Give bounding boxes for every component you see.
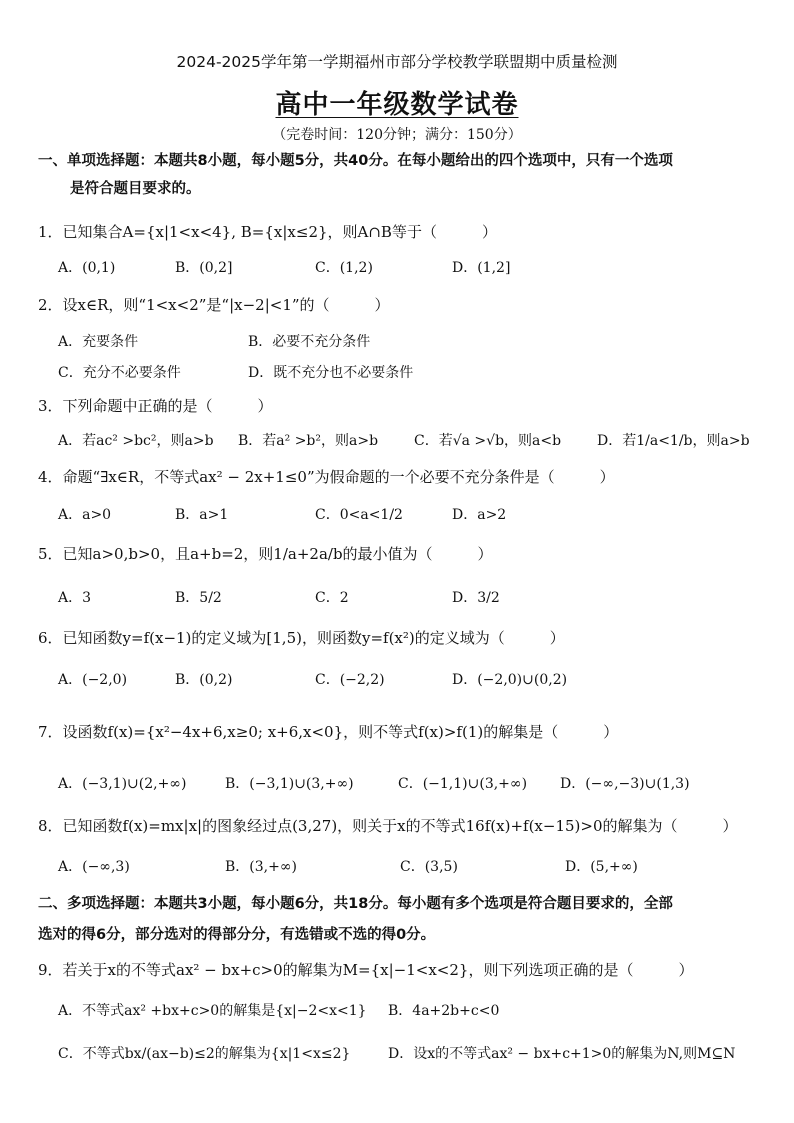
section1-heading-cont: 是符合题目要求的。 [70,181,201,197]
q5-option-c[interactable]: C．2 [315,590,349,606]
q4-option-a[interactable]: A．a>0 [58,507,112,523]
question-6-stem: 6．已知函数y=f(x−1)的定义域为[1,5)，则函数y=f(x²)的定义域为（ ） [38,629,565,647]
q8-option-d[interactable]: D．(5,+∞) [565,859,638,875]
exam-info: （完卷时间：120分钟；满分：150分） [272,127,522,143]
q6-option-a[interactable]: A．(−2,0) [58,672,128,688]
q7-option-a[interactable]: A．(−3,1)∪(2,+∞) [58,776,187,792]
q9-option-a[interactable]: A．不等式ax² +bx+c>0的解集是{x|−2<x<1} [58,1003,367,1019]
question-8-stem: 8．已知函数f(x)=mx|x|的图象经过点(3,27)，则关于x的不等式16f(x)+f(x−15)>0的解集为（ ） [38,817,738,835]
q1-option-c[interactable]: C．(1,2) [315,260,373,276]
q7-option-b[interactable]: B．(−3,1)∪(3,+∞) [225,776,354,792]
q4-option-b[interactable]: B．a>1 [175,507,229,523]
q8-option-b[interactable]: B．(3,+∞) [225,859,297,875]
question-7-stem: 7．设函数f(x)={x²−4x+6,x≥0; x+6,x<0}，则不等式f(x)>f(1)的解集是（ ） [38,723,619,741]
question-5-stem: 5．已知a>0,b>0，且a+b=2，则1/a+2a/b的最小值为（ ） [38,545,493,563]
q5-option-a[interactable]: A．3 [58,590,92,606]
q3-option-d[interactable]: D．若1/a<1/b，则a>b [597,433,750,449]
q3-option-c[interactable]: C．若√a >√b，则a<b [414,433,562,449]
q4-option-c[interactable]: C．0<a<1/2 [315,507,403,523]
q7-option-c[interactable]: C．(−1,1)∪(3,+∞) [398,776,528,792]
question-2-stem: 2．设x∈R，则“1<x<2”是“|x−2|<1”的（ ） [38,296,390,314]
question-3-stem: 3．下列命题中正确的是（ ） [38,397,273,415]
q1-option-a[interactable]: A．(0,1) [58,260,116,276]
q1-option-d[interactable]: D．(1,2] [452,260,511,276]
q5-option-b[interactable]: B．5/2 [175,590,222,606]
section2-heading-cont: 选对的得6分，部分选对的得部分分，有选错或不选的得0分。 [38,927,436,943]
q8-option-c[interactable]: C．(3,5) [400,859,458,875]
q6-option-b[interactable]: B．(0,2) [175,672,233,688]
q6-option-c[interactable]: C．(−2,2) [315,672,385,688]
question-4-stem: 4．命题“∃x∈R，不等式ax² − 2x+1≤0”为假命题的一个必要不充分条件是（ ） [38,468,615,486]
q2-option-b[interactable]: B．必要不充分条件 [248,334,371,350]
section1-heading: 一、单项选择题：本题共8小题，每小题5分，共40分。在每小题给出的四个选项中，只有一个选项 [38,153,673,169]
q2-option-a[interactable]: A．充要条件 [58,334,139,350]
section2-heading: 二、多项选择题：本题共3小题，每小题6分，共18分。每小题有多个选项是符合题目要求的，全部 [38,896,673,912]
q2-option-d[interactable]: D．既不充分也不必要条件 [248,365,414,381]
q7-option-d[interactable]: D．(−∞,−3)∪(1,3) [560,776,690,792]
exam-title-text: 高中一年级数学试卷 [275,90,519,120]
q9-option-b[interactable]: B．4a+2b+c<0 [388,1003,500,1019]
question-1-stem: 1．已知集合A={x|1<x<4}, B={x|x≤2}，则A∩B等于（ ） [38,223,497,241]
q3-option-a[interactable]: A．若ac² >bc²，则a>b [58,433,214,449]
exam-title [0,84,794,121]
q9-option-d[interactable]: D．设x的不等式ax² − bx+c+1>0的解集为N,则M⊆N [388,1046,736,1062]
q4-option-d[interactable]: D．a>2 [452,507,507,523]
q6-option-d[interactable]: D．(−2,0)∪(0,2) [452,672,568,688]
q9-option-c[interactable]: C．不等式bx/(ax−b)≤2的解集为{x|1<x≤2} [58,1046,351,1062]
q1-option-b[interactable]: B．(0,2] [175,260,233,276]
exam-header-line: 2024-2025学年第一学期福州市部分学校教学联盟期中质量检测 [176,53,618,71]
q2-option-c[interactable]: C．充分不必要条件 [58,365,181,381]
question-9-stem: 9．若关于x的不等式ax² − bx+c>0的解集为M={x|−1<x<2}，则下列选项正确的是（ ） [38,961,694,979]
q3-option-b[interactable]: B．若a² >b²，则a>b [238,433,379,449]
q8-option-a[interactable]: A．(−∞,3) [58,859,130,875]
q5-option-d[interactable]: D．3/2 [452,590,500,606]
